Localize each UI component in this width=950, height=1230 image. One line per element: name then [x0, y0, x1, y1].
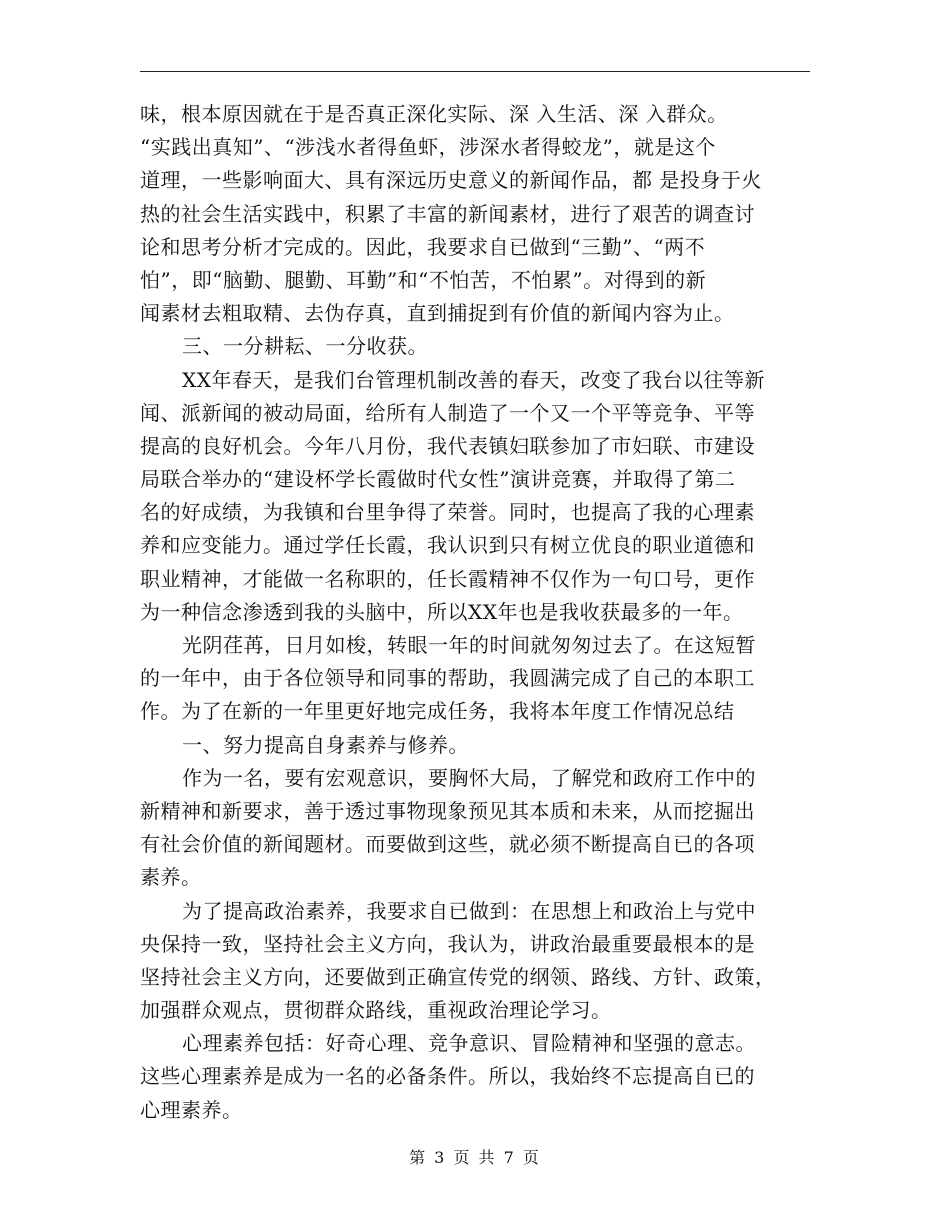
text-line: 有社会价值的新闻题材。而要做到这些，就必须不断提高自已的各项 [140, 832, 755, 857]
paragraph-start: XX年春天，是我们台管理机制改善的春天，改变了我台以往等新 [182, 367, 765, 392]
text-line: 味，根本原因就在于是否真正深化实际、深 入生活、深 入群众。 [140, 102, 728, 126]
text-line: 的一年中，由于各位领导和同事的帮助，我圆满完成了自己的本职工 [140, 666, 755, 691]
text-line: 坚持社会主义方向，还要做到正确宣传党的纲领、路线、方针、政策， [140, 964, 776, 989]
text-line: 怕”，即“脑勤、腿勤、耳勤”和“不怕苦，不怕累”。对得到的新 [140, 267, 707, 292]
paragraph-start: 为了提高政治素养，我要求自已做到：在思想上和政治上与党中 [182, 898, 756, 923]
text-line: 道理，一些影响面大、具有深远历史意义的新闻作品，都 是投身于火 [140, 168, 762, 193]
text-line: 这些心理素养是成为一名的必备条件。所以，我始终不忘提高自已的 [140, 1064, 755, 1089]
text-line: 新精神和新要求，善于透过事物现象预见其本质和未来，从而挖掘出 [140, 798, 755, 823]
text-line: 央保持一致，坚持社会主义方向，我认为，讲政治最重要最根本的是 [140, 931, 755, 956]
paragraph-start: 心理素养包括：好奇心理、竞争意识、冒险精神和坚强的意志。 [182, 1031, 756, 1056]
text-line: 加强群众观点，贯彻群众路线，重视政治理论学习。 [140, 998, 612, 1023]
text-line: 职业精神，才能做一名称职的，任长霞精神不仅作为一句口号，更作 [140, 566, 755, 591]
text-line: 名的好成绩，为我镇和台里争得了荣誉。同时，也提高了我的心理素 [140, 500, 755, 525]
header-rule [140, 71, 810, 72]
text-line: 作。为了在新的一年里更好地完成任务，我将本年度工作情况总结 [140, 699, 735, 724]
text-line: 为一种信念渗透到我的头脑中，所以XX年也是我收获最多的一年。 [140, 599, 744, 624]
text-line: 素养。 [140, 865, 202, 890]
paragraph-start: 光阴荏苒，日月如梭，转眼一年的时间就匆匆过去了。在这短暂 [182, 633, 756, 657]
text-line: 闻素材去粗取精、去伪存真，直到捕捉到有价值的新闻内容为止。 [140, 301, 735, 326]
text-line: “实践出真知”、“涉浅水者得鱼虾，涉深水者得蛟龙”，就是这个 [140, 135, 716, 160]
text-line: 提高的良好机会。今年八月份，我代表镇妇联参加了市妇联、市建设 [140, 433, 755, 458]
text-line: 热的社会生活实践中，积累了丰富的新闻素材，进行了艰苦的调查讨 [140, 201, 755, 226]
text-line: 心理素养。 [140, 1097, 243, 1122]
body-text [140, 98, 820, 1127]
section-heading: 一、努力提高自身素养与修养。 [182, 732, 469, 757]
text-line: 闻、派新闻的被动局面，给所有人制造了一个又一个平等竞争、平等 [140, 400, 755, 425]
text-line: 局联合举办的“建设杯学长霞做时代女性”演讲竞赛，并取得了第二 [140, 467, 736, 492]
text-line: 论和思考分析才完成的。因此，我要求自已做到“三勤”、“两不 [140, 234, 706, 259]
page-number-footer: 第 3 页 共 7 页 [409, 1148, 541, 1167]
text-line: 养和应变能力。通过学任长霞，我认识到只有树立优良的职业道德和 [140, 533, 755, 558]
section-heading: 三、一分耕耘、一分收获。 [182, 334, 428, 359]
paragraph-start: 作为一名，要有宏观意识，要胸怀大局，了解党和政府工作中的 [182, 765, 756, 790]
